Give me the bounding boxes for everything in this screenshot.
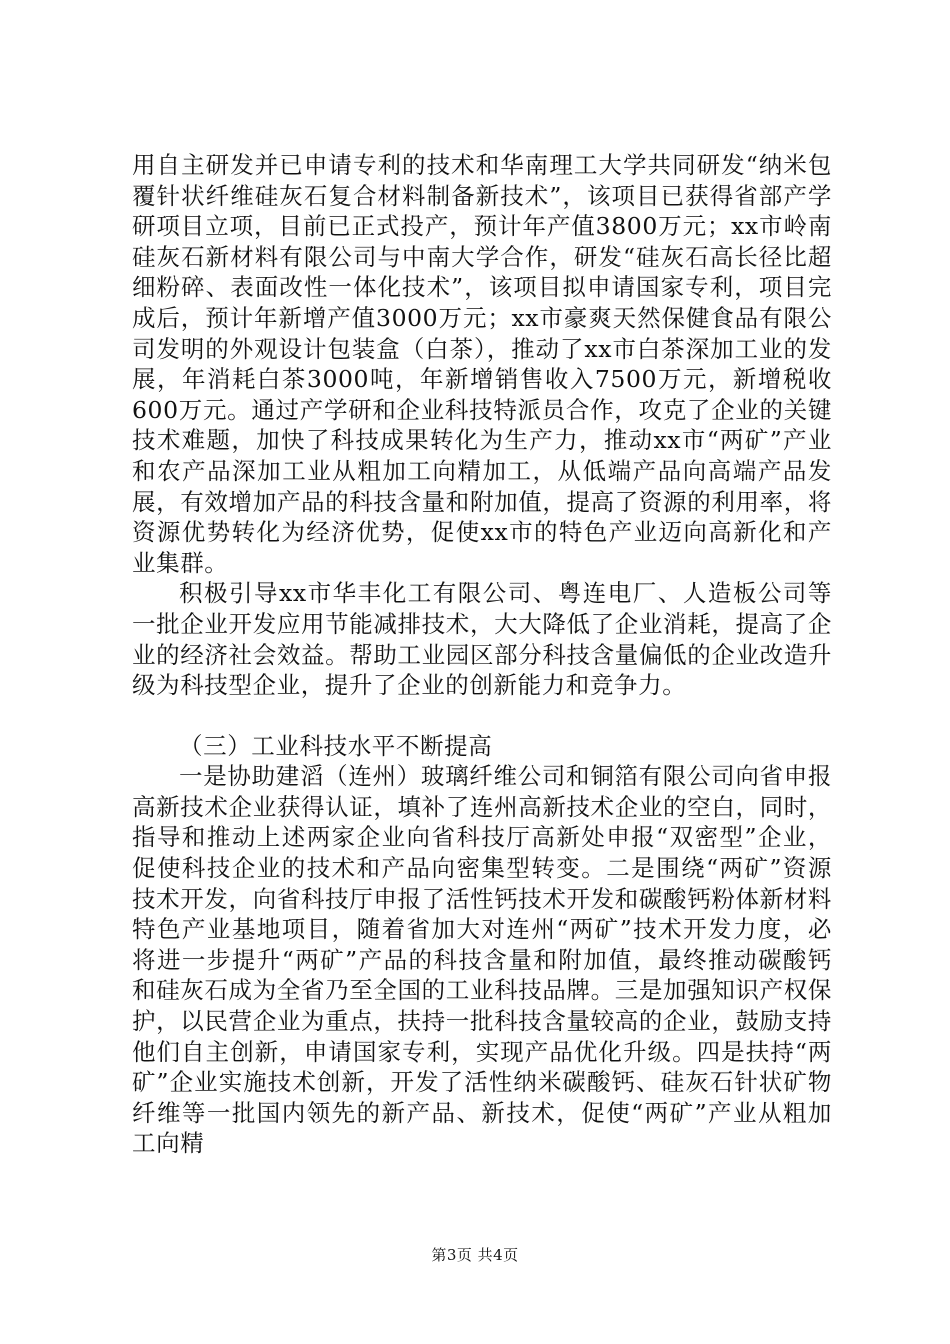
paragraph-continuation: 用自主研发并已申请专利的技术和华南理工大学共同研发“纳米包覆针状纤维硅灰石复合材料制备新技术”，该项目已获得省部产学研项目立项，目前已正式投产，预计年产值3800万元；xx市岭南硅灰石新材料有限公司与中南大学合作，研发“硅灰石高长径比超细粉碎、表面改性一体化技术”，该项目拟申请国家专利，项目完成后，预计年新增产值3000万元；xx市豪爽天然保健食品有限公司发明的外观设计包装盒（白茶），推动了xx市白茶深加工业的发展，年消耗白茶3000吨，年新增销售收入7500万元，新增税收600万元。通过产学研和企业科技特派员合作，攻克了企业的关键技术难题，加快了科技成果转化为生产力，推动xx市“两矿”产业和农产品深加工业从粗加工向精加工，从低端产品向高端产品发展，有效增加产品的科技含量和附加值，提高了资源的利用率，将资源优势转化为经济优势，促使xx市的特色产业迈向高新化和产业集群。	[132, 151, 832, 577]
paragraph-gap	[132, 701, 832, 731]
paragraph-energy-saving: 积极引导xx市华丰化工有限公司、粤连电厂、人造板公司等一批企业开发应用节能减排技术，大大降低了企业消耗，提高了企业的经济社会效益。帮助工业园区部分科技含量偏低的企业改造升级为科技型企业，提升了企业的创新能力和竞争力。	[132, 579, 832, 700]
page-number-footer: 第3页 共4页	[431, 1246, 519, 1264]
document-body	[132, 150, 832, 1159]
section-heading: （三）工业科技水平不断提高	[179, 731, 493, 760]
paragraph-industrial-tech: 一是协助建滔（连州）玻璃纤维公司和铜箔有限公司向省申报高新技术企业获得认证，填补了连州高新技术企业的空白，同时，指导和推动上述两家企业向省科技厅高新处申报“双密型”企业，促使科技企业的技术和产品向密集型转变。二是围绕“两矿”资源技术开发，向省科技厅申报了活性钙技术开发和碳酸钙粉体新材料特色产业基地项目，随着省加大对连州“两矿”技术开发力度，必将进一步提升“两矿”产品的科技含量和附加值，最终推动碳酸钙和硅灰石成为全省乃至全国的工业科技品牌。三是加强知识产权保护，以民营企业为重点，扶持一批科技含量较高的企业，鼓励支持他们自主创新，申请国家专利，实现产品优化升级。四是扶持“两矿”企业实施技术创新，开发了活性纳米碳酸钙、硅灰石针状矿物纤维等一批国内领先的新产品、新技术，促使“两矿”产业从粗加工向精	[132, 762, 832, 1158]
